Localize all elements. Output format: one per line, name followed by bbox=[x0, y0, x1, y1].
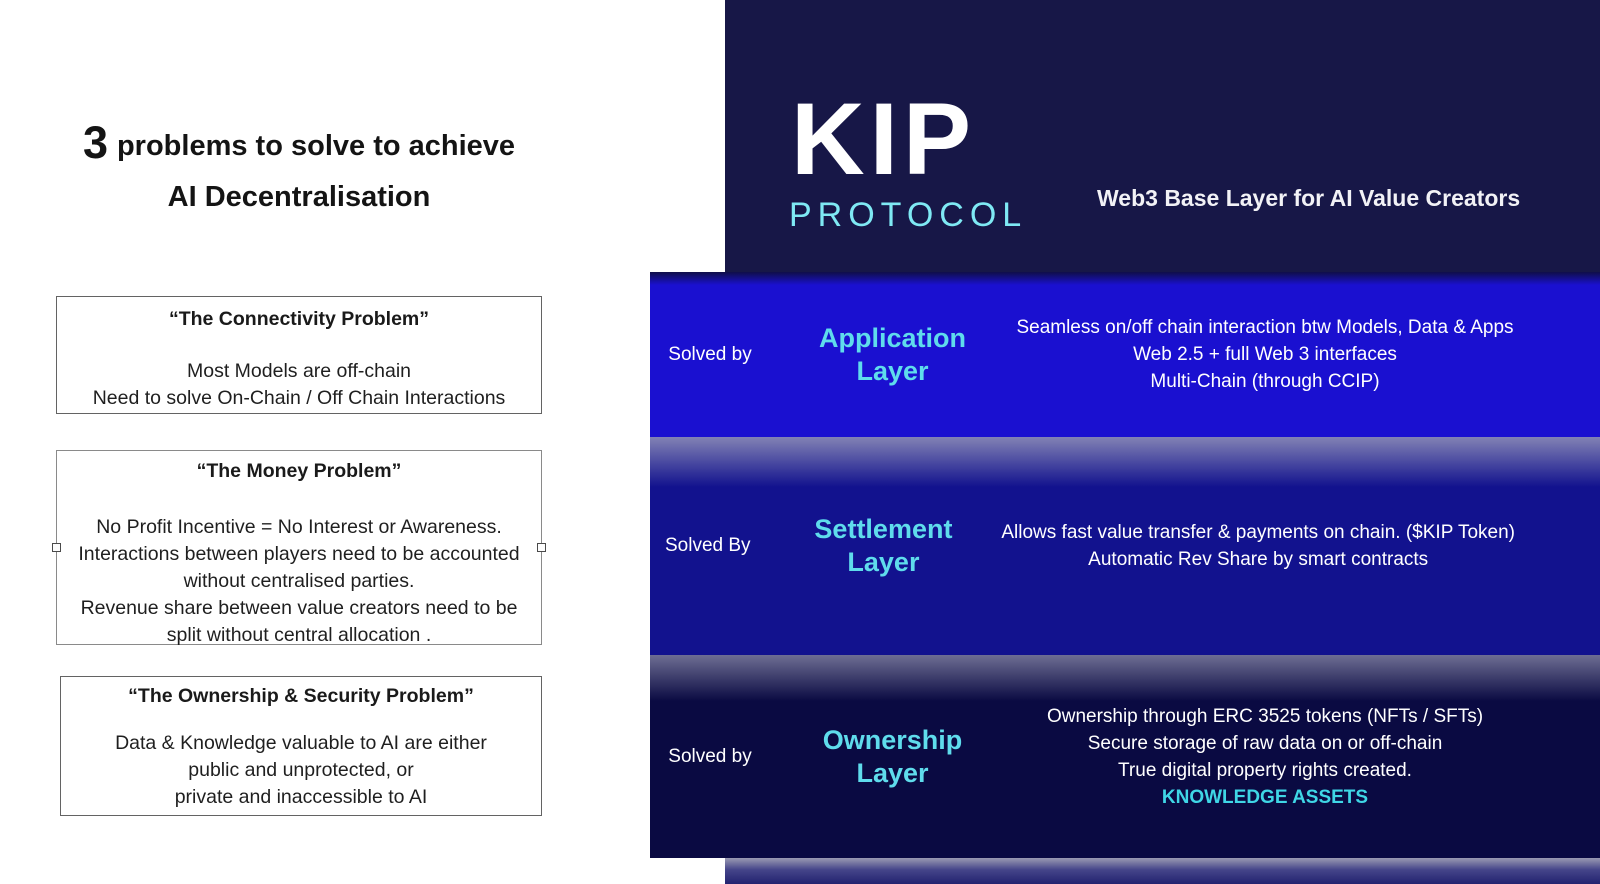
kip-logo: KIP bbox=[791, 82, 977, 196]
page-title bbox=[56, 114, 542, 216]
problem-line: Most Models are off-chain bbox=[187, 360, 411, 382]
title-line2: AI Decentralisation bbox=[167, 180, 431, 213]
layer-row-ownership bbox=[650, 655, 1600, 858]
problem-line: split without central allocation . bbox=[166, 624, 432, 646]
title-number: 3 bbox=[82, 117, 108, 168]
solved-by-label: Solved by bbox=[668, 343, 752, 365]
problem-line: Interactions between players need to be accounted bbox=[78, 543, 520, 565]
next-section-peek bbox=[725, 858, 1600, 884]
desc-line: Secure storage of raw data on or off-chain bbox=[1087, 732, 1443, 754]
layer-row-settlement bbox=[650, 437, 1600, 655]
layer-title-line2: Layer bbox=[856, 757, 929, 788]
resize-handle-right[interactable] bbox=[537, 543, 546, 552]
resize-handle-left[interactable] bbox=[52, 543, 61, 552]
layer-description bbox=[1015, 314, 1515, 395]
desc-line: Seamless on/off chain interaction btw Models, Data & Apps bbox=[1016, 317, 1514, 338]
problem-box-money[interactable] bbox=[56, 450, 542, 645]
layer-title-line1: Settlement bbox=[814, 514, 953, 545]
layer-row-application bbox=[650, 272, 1600, 437]
desc-line: Automatic Rev Share by smart contracts bbox=[1088, 549, 1429, 570]
problem-box-ownership[interactable] bbox=[60, 676, 542, 816]
layer-title-line1: Application bbox=[819, 322, 966, 353]
brand-panel bbox=[725, 0, 1600, 272]
title-line1 bbox=[56, 114, 542, 173]
problem-line: Data & Knowledge valuable to AI are either bbox=[115, 732, 487, 754]
problem-line: public and unprotected, or bbox=[188, 759, 414, 781]
layer-title-application bbox=[770, 322, 1015, 388]
problem-heading: “The Money Problem” bbox=[196, 460, 402, 482]
problem-line: Need to solve On-Chain / Off Chain Interactions bbox=[92, 387, 506, 409]
problem-box-connectivity[interactable] bbox=[56, 296, 542, 414]
desc-line: True digital property rights created. bbox=[1118, 759, 1412, 781]
problem-heading: “The Ownership & Security Problem” bbox=[128, 685, 474, 707]
layer-title-ownership bbox=[770, 724, 1015, 790]
problem-line: without centralised parties. bbox=[183, 570, 415, 592]
desc-line: Ownership through ERC 3525 tokens (NFTs / SFTs) bbox=[1046, 705, 1484, 727]
desc-line: Allows fast value transfer & payments on chain. ($KIP Token) bbox=[1001, 522, 1515, 543]
layer-title-settlement bbox=[766, 513, 1002, 579]
solved-by-label: Solved by bbox=[668, 745, 752, 767]
problem-line: Revenue share between value creators need to be bbox=[80, 597, 518, 619]
layer-title-line1: Ownership bbox=[822, 724, 963, 755]
kip-logo-subtitle: PROTOCOL bbox=[789, 196, 1028, 234]
layer-description bbox=[1015, 703, 1515, 811]
layer-title-line2: Layer bbox=[847, 547, 920, 577]
solution-layers bbox=[650, 272, 1600, 858]
problem-line: private and inaccessible to AI bbox=[174, 786, 428, 808]
brand-tagline: Web3 Base Layer for AI Value Creators bbox=[1097, 185, 1521, 211]
layer-description bbox=[1001, 519, 1515, 573]
solved-by-label: Solved By bbox=[664, 535, 751, 556]
layer-title-line2: Layer bbox=[856, 355, 929, 386]
problem-line: No Profit Incentive = No Interest or Awareness. bbox=[96, 516, 502, 538]
problem-heading: “The Connectivity Problem” bbox=[168, 308, 430, 330]
title-text: problems to solve to achieve bbox=[116, 130, 516, 162]
desc-line: Multi-Chain (through CCIP) bbox=[1150, 371, 1380, 392]
desc-line: Web 2.5 + full Web 3 interfaces bbox=[1133, 344, 1397, 365]
knowledge-assets-highlight: KNOWLEDGE ASSETS bbox=[1161, 786, 1369, 808]
